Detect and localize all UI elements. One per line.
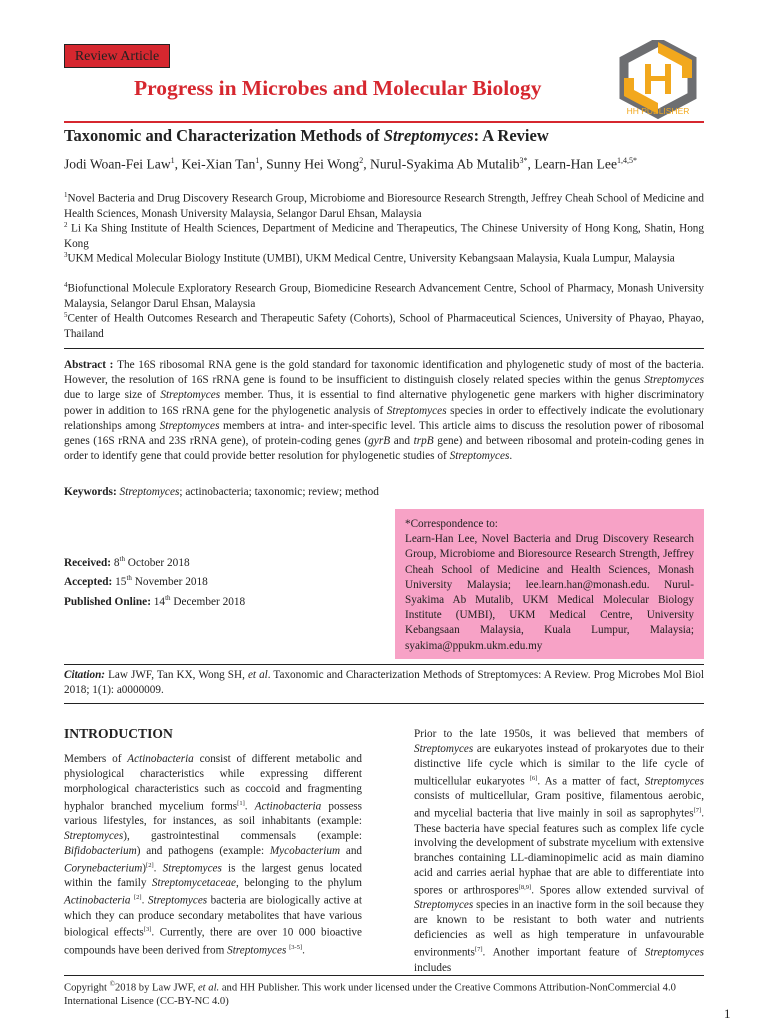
- title-lead: Taxonomic and Characterization Methods of: [64, 126, 384, 145]
- text-run: species in order to effectively indicate the evolutionary relationships among: [64, 404, 704, 432]
- affiliation-text: UKM Medical Molecular Biology Institute (UMBI), UKM Medical Centre, University Kebangsaan Malaysia, Kuala Lumpur, Malaysia: [67, 252, 675, 265]
- section-divider: [64, 348, 704, 349]
- text-run: .: [302, 944, 305, 957]
- copyright-text: Copyright: [64, 982, 110, 994]
- article-dates: [64, 552, 245, 610]
- reference-marker: [1]: [237, 799, 245, 807]
- affiliation-text: Novel Bacteria and Drug Discovery Research Group, Microbiome and Bioresource Research Strength, Jeffrey Cheah School of Medicine and Health Sciences, Monash University Malaysia, Selangor Darul Ehsan, Malaysia: [64, 192, 704, 220]
- text-run: .: [244, 800, 255, 813]
- author-list: [64, 156, 637, 173]
- date-month-year: December 2018: [170, 595, 246, 608]
- italic-term: Streptomyces: [449, 450, 510, 463]
- keywords-text: [120, 486, 379, 498]
- author-separator: ,: [174, 156, 182, 172]
- date-ordinal: th: [165, 593, 171, 602]
- date-day: 15: [115, 576, 127, 589]
- date-month-year: November 2018: [131, 576, 208, 589]
- date-month-year: October 2018: [124, 556, 190, 569]
- author-separator: ,: [259, 156, 267, 172]
- italic-term: Streptomyces: [159, 419, 220, 432]
- affiliation-text: Center of Health Outcomes Research and Therapeutic Safety (Cohorts), School of Pharmaceutical Sciences, University of Phayao, Phayao, Thailand: [64, 312, 704, 340]
- reference-marker: [7]: [693, 806, 702, 814]
- affiliation-number: 1: [64, 191, 68, 199]
- italic-term: Streptomyces: [64, 829, 124, 842]
- author-name: Kei-Xian Tan: [181, 156, 256, 172]
- page-number: 1: [724, 1006, 731, 1021]
- date-label: Received:: [64, 556, 114, 569]
- title-tail: : A Review: [473, 126, 549, 145]
- copyright-author: JWF: [173, 982, 193, 994]
- italic-term: Actinobacteria: [64, 894, 131, 907]
- text-run: . Currently, there are over 10 000 bioactive compounds have been derived from: [64, 927, 362, 957]
- text-run: bacteria are biologically active at which they can produce secondary metabolites that have various biological effects: [64, 894, 362, 940]
- text-run: includes: [414, 961, 452, 974]
- italic-term: Streptomyces: [160, 389, 221, 402]
- text-run: are eukaryotes instead of prokaryotes due to their distinctive life cycle which is similar to the life cycle of multicellular eukaryotes: [414, 742, 704, 788]
- italic-term: Streptomyces: [644, 374, 704, 387]
- affiliation-number: 4: [64, 281, 68, 289]
- italic-term: gyrB: [368, 435, 391, 448]
- journal-title: Progress in Microbes and Molecular Biology: [134, 76, 542, 100]
- text-run: gene) and between ribosomal and protein-coding genes in order to identify gene that could provide better resolution for phylogenetic studies of: [64, 435, 704, 463]
- affiliation-number: 3: [64, 251, 68, 259]
- copyright-text: ,: [192, 982, 198, 994]
- section-divider: [64, 703, 704, 704]
- copyright-notice: [64, 978, 704, 1009]
- text-run: consist of different metabolic and physiological characteristics while expressing different morphological characteristics such as coccoid and fragmenting hyphalor branched mycelium forms: [64, 753, 362, 813]
- reference-marker: [6]: [529, 774, 538, 782]
- italic-term: Streptomyces: [119, 486, 180, 498]
- italic-term: Streptomyces: [414, 899, 474, 912]
- text-run: and: [390, 435, 414, 448]
- author-name: Jodi Woan-Fei Law: [64, 156, 171, 172]
- text-run: is the largest genus located within the family: [64, 862, 362, 890]
- date-ordinal: th: [126, 574, 132, 583]
- text-run: . These bacteria have special features such as complex life cycle involving the development of substrate mycelium with extensive branches containing LL-diaminopimelic acid as main diamino acid and carries aerial hyphae that are able to differentiate into spores or arthrospores: [414, 807, 704, 897]
- italic-term: Streptomyces: [227, 944, 287, 957]
- author-separator: ,: [363, 156, 371, 172]
- citation: [64, 668, 704, 699]
- abstract: [64, 358, 704, 464]
- date-row: [64, 552, 245, 571]
- affiliation-item: [64, 188, 704, 222]
- italic-term: trpB: [413, 435, 434, 448]
- italic-term: Streptomyces: [644, 775, 704, 788]
- copyright-symbol: ©: [109, 980, 115, 988]
- date-row: [64, 571, 245, 590]
- author-name: Learn-Han Lee: [534, 156, 617, 172]
- affiliation-item: [64, 278, 704, 312]
- text-run: ), gastrointestinal commensals (example:: [123, 829, 362, 842]
- introduction-heading: INTRODUCTION: [64, 726, 173, 741]
- italic-term: Streptomyces: [386, 404, 447, 417]
- affiliation-item: [64, 248, 704, 267]
- italic-term: Citation:: [64, 669, 106, 681]
- affiliation-number: 5: [64, 311, 68, 319]
- text-run: consists of multicellular, Gram positive, filamentous aerobic, and mycelial bacteria that live mainly in soil as saprophytes: [414, 790, 704, 820]
- text-run: Members of: [64, 753, 128, 765]
- reference-marker: [2]: [146, 861, 154, 869]
- author-affiliation-marker: 1: [170, 156, 175, 165]
- reference-marker: [8,9]: [518, 883, 532, 891]
- copyright-etal: et al.: [197, 982, 220, 994]
- text-run: .: [141, 894, 148, 907]
- abstract-label: Abstract :: [64, 359, 118, 371]
- hh-logo-text: HH PUBLISHER: [626, 106, 690, 116]
- text-run: members at intra- and inter-specific level. This article aims to discuss the resolution power of ribosomal genes (16S rRNA and 23S rRNA gene), of protein-coding genes (: [64, 419, 704, 448]
- text-run: .: [509, 450, 513, 463]
- italic-term: Corynebacterium: [64, 862, 143, 875]
- text-run: . Another important feature of: [482, 946, 645, 959]
- section-divider: [64, 664, 704, 665]
- affiliation-item: [64, 218, 704, 252]
- date-day: 14: [153, 595, 166, 608]
- italic-term: Actinobacteria: [127, 753, 194, 765]
- date-label: Published Online:: [64, 595, 154, 608]
- correspondence-box: [395, 509, 704, 659]
- author-affiliation-marker: 1: [255, 156, 260, 165]
- abstract-text: [64, 359, 704, 462]
- title-italic: Streptomyces: [383, 126, 474, 145]
- header-rule: [64, 121, 704, 123]
- text-run: Prior to the late 1950s, it was believed that members of: [414, 728, 704, 740]
- author-name: Sunny Hei Wong: [266, 156, 360, 172]
- copyright-text: and HH Publisher. This work under licensed under the Creative Commons Attribution-NonCommercial 4.0 International Lisence (CC-BY-NC 4.0): [64, 982, 676, 1008]
- author-separator: ,: [527, 156, 535, 172]
- italic-term: Streptomyces: [644, 946, 704, 959]
- author-name: Nurul-Syakima Ab Mutalib: [370, 156, 520, 172]
- article-title: [64, 126, 549, 146]
- text-run: , belonging to the phylum: [235, 877, 362, 890]
- italic-term: et al: [247, 669, 268, 681]
- correspondence-text: Learn-Han Lee, Novel Bacteria and Drug Discovery Research Group, Microbiome and Bioresource Research Strength, Jeffrey Cheah School of Medicine and Health Sciences, Monash University Malaysia; lee.learn.han@monash.edu. Nurul-Syakima Ab Mutalib, UKM Medical Molecular Biology Institute (UMBI), UKM Medical Centre, University Kebangsaan Malaysia, Kuala Lumpur, Malaysia; syakima@ppukm.ukm.edu.my: [405, 533, 694, 652]
- affiliation-number: 2: [64, 221, 68, 229]
- date-day: 8: [113, 556, 120, 569]
- author-affiliation-marker: 2: [359, 156, 364, 165]
- date-row: [64, 591, 245, 610]
- italic-term: Bifidobacterium: [64, 844, 137, 857]
- text-run: . Spores allow extended survival of: [531, 884, 704, 897]
- affiliation-text: Biofunctional Molecule Exploratory Research Group, Biomedicine Research Advancement Centre, School of Pharmacy, Monash University Malaysia, Selangor Darul Ehsan, Malaysia: [64, 282, 704, 310]
- text-run: Law JWF, Tan KX, Wong SH,: [105, 669, 248, 681]
- text-run: .: [153, 862, 163, 875]
- hh-publisher-logo: [612, 40, 704, 120]
- text-run: . Taxonomic and Characterization Methods of Streptomyces: A Review. Prog Microbes Mol Biol 2018; 1(1): a0000009.: [64, 669, 705, 697]
- keywords: [64, 486, 379, 498]
- italic-term: Streptomyces: [414, 742, 474, 755]
- affiliation-text: Li Ka Shing Institute of Health Sciences, Department of Medicine and Therapeutics, The Chinese University of Hong Kong, Shatin, Hong Kong: [64, 222, 704, 250]
- italic-term: Streptomyces: [147, 894, 208, 907]
- date-label: Accepted:: [64, 576, 116, 589]
- reference-marker: [3]: [143, 926, 152, 934]
- italic-term: Streptomycetaceae: [151, 877, 236, 890]
- copyright-text: 2018 by Law: [114, 982, 174, 994]
- introduction-right-column: [414, 727, 704, 975]
- date-ordinal: th: [119, 555, 125, 563]
- author-affiliation-marker: 3*: [519, 156, 528, 165]
- keywords-label: Keywords:: [64, 486, 120, 498]
- reference-marker: [3-5]: [289, 944, 303, 952]
- text-run: The 16S ribosomal RNA gene is the gold standard for taxonomic identification and phylogenetic study of most of the bacteria. However, the resolution of 16S rRNA gene is found to be insufficient to distinguish closely related species within the genus: [64, 359, 704, 387]
- text-run: ; actinobacteria; taxonomic; review; method: [179, 486, 379, 498]
- introduction-left-column: [64, 752, 362, 959]
- text-run: ): [142, 862, 147, 875]
- text-run: member. Thus, it is essential to find alternative phylogenetic gene markers with higher discriminatory power in addition to 16S rRNA gene for the phylogenetic analysis of: [64, 389, 704, 417]
- italic-term: Actinobacteria: [254, 800, 322, 813]
- reference-marker: [2]: [134, 894, 142, 902]
- text-run: due to large size of: [64, 389, 161, 402]
- italic-term: Streptomyces: [162, 862, 222, 875]
- footer-rule: [64, 975, 704, 976]
- affiliation-item: [64, 308, 704, 342]
- reference-marker: [7]: [474, 946, 483, 954]
- italic-term: Mycobacterium: [269, 844, 341, 857]
- text-run: . As a matter of fact,: [537, 775, 645, 788]
- author-affiliation-marker: 1,4,5*: [616, 156, 637, 165]
- review-article-badge: Review Article: [64, 44, 170, 68]
- text-run: and: [340, 844, 363, 857]
- correspondence-heading: *Correspondence to:: [405, 518, 498, 530]
- text-run: ) and pathogens (example:: [136, 844, 270, 857]
- text-run: species in an inactive form in the soil because they are known to be resistant to both water and nutrients deficiencies as well as high temperature in unfavourable environments: [414, 899, 704, 959]
- text-run: possess various lifestyles, for instances, as soil inhabitants (example:: [64, 800, 363, 828]
